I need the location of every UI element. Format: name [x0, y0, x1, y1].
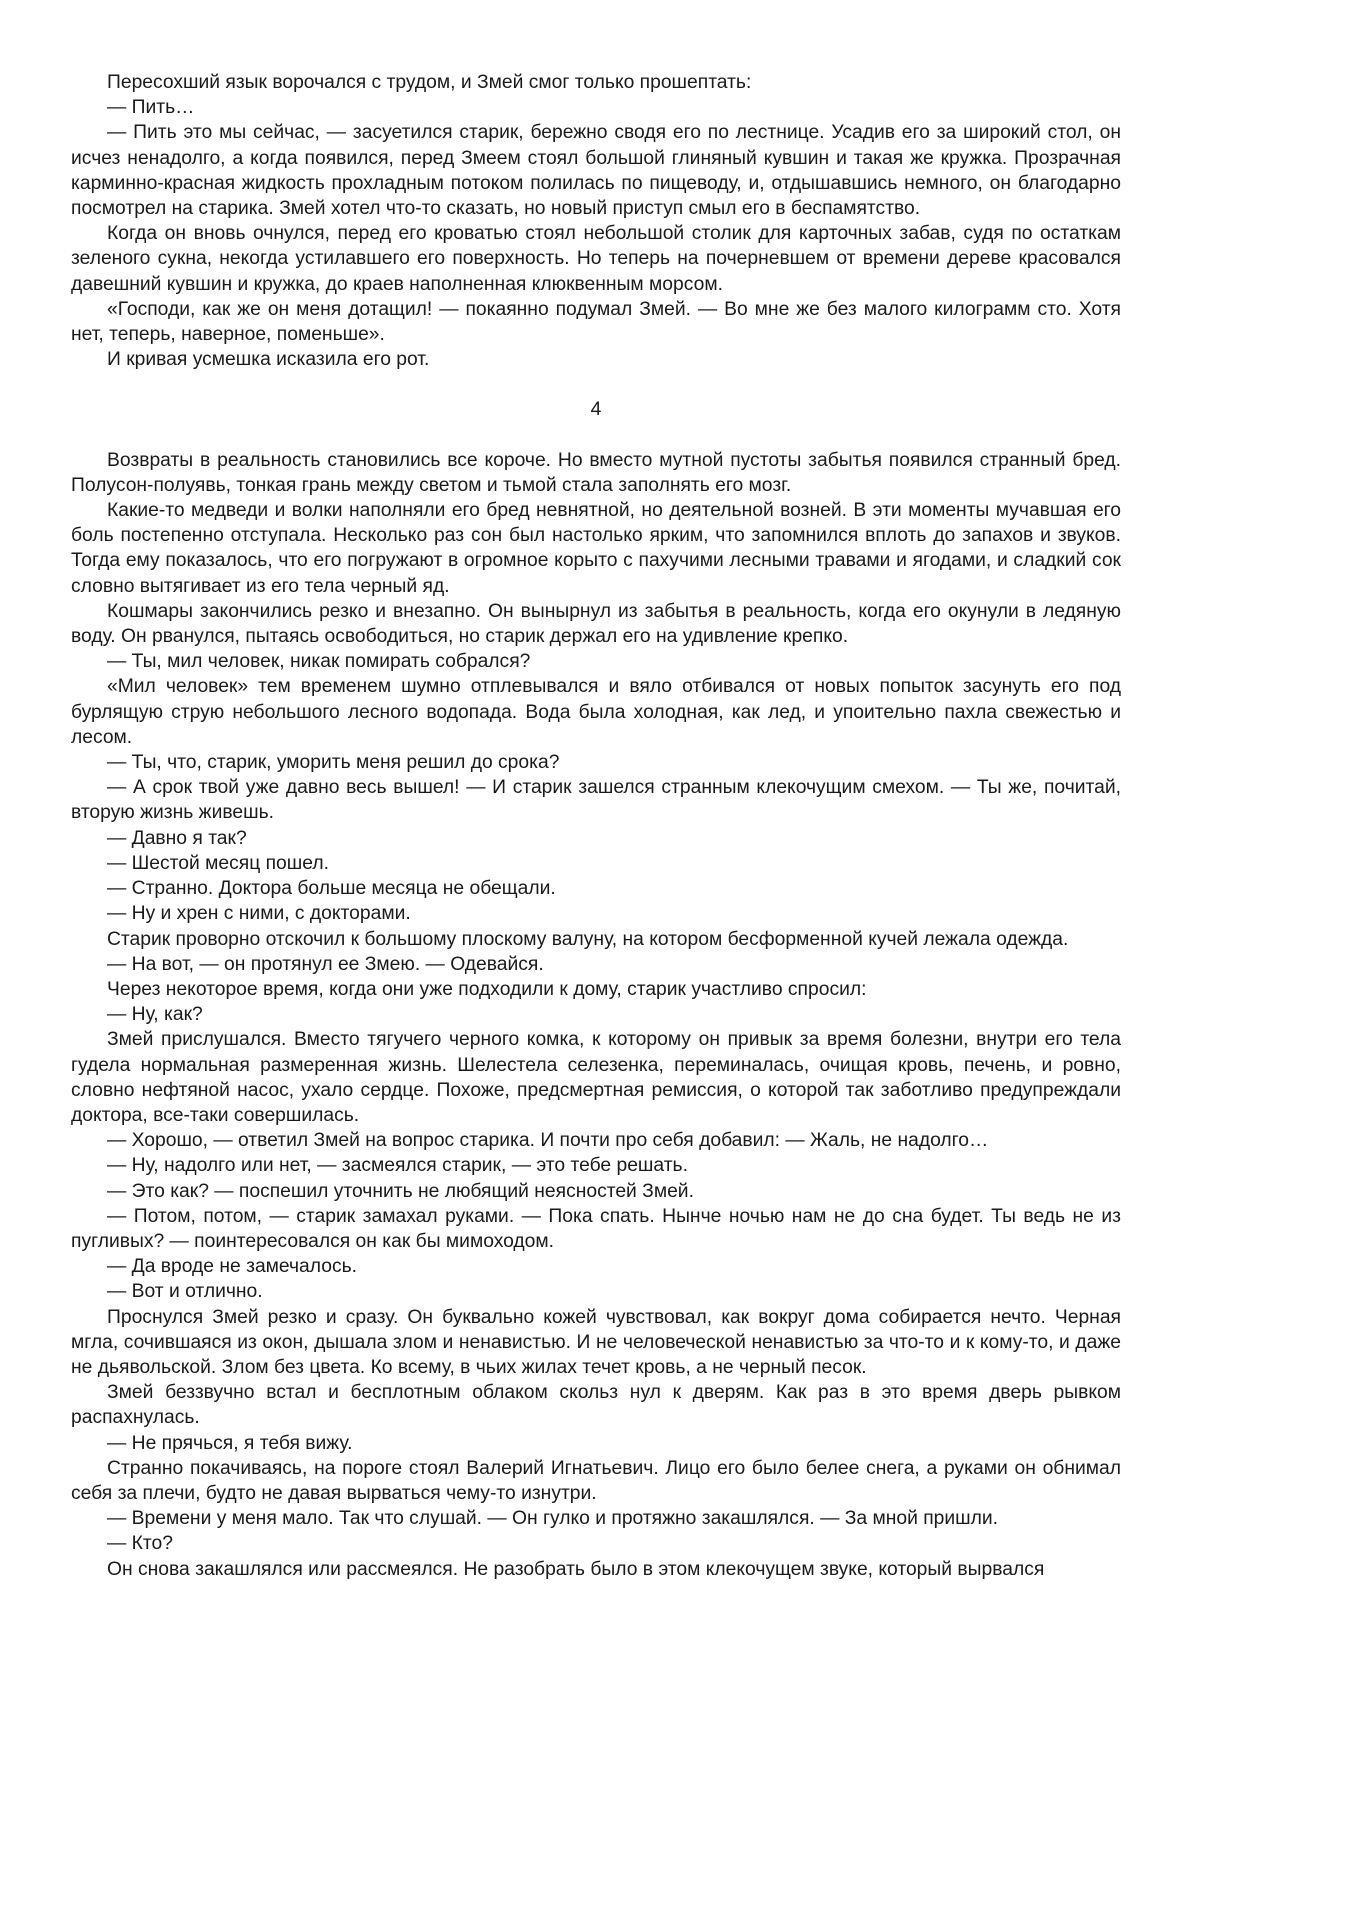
paragraph: Когда он вновь очнулся, перед его кроватью стоял небольшой столик для карточных забав, судя по остаткам зеленого сукна, некогда устилавшего его поверхность. Но теперь на почерневшем от времени дереве красовался давешний кувшин и кружка, до краев наполненная клюквенным морсом.: [71, 223, 1121, 295]
paragraph: — Хорошо, — ответил Змей на вопрос старика. И почти про себя добавил: — Жаль, не надолго…: [107, 1130, 989, 1152]
paragraph: — Пить…: [107, 97, 195, 119]
paragraph: — Странно. Доктора больше месяца не обещали.: [107, 878, 556, 900]
paragraph: — Шестой месяц пошел.: [107, 852, 329, 874]
paragraph: Через некоторое время, когда они уже подходили к дому, старик участливо спросил:: [107, 978, 867, 1000]
paragraph: — Давно я так?: [107, 827, 247, 849]
chapter-number: 4: [590, 399, 602, 421]
paragraph: Змей беззвучно встал и бесплотным облаком скольз нул к дверям. Как раз в это время дверь рывком распахнулась.: [71, 1382, 1121, 1429]
paragraph: — Кто?: [107, 1533, 173, 1555]
paragraph: — Это как? — поспешил уточнить не любящий неясностей Змей.: [107, 1180, 694, 1202]
paragraph: — Ну, как?: [107, 1004, 203, 1026]
paragraph: Змей прислушался. Вместо тягучего черного комка, к которому он привык за время болезни, внутри его тела гудела нормальная размеренная жизнь. Шелестела селезенка, переминалась, очищая кровь, печень, и ровно, словно нефтяной насос, ухало сердце. Похоже, предсмертная ремиссия, о которой так заботливо предупреждали доктора, все-таки совершилась.: [71, 1029, 1121, 1126]
paragraph: — Ну, надолго или нет, — засмеялся старик, — это тебе решать.: [107, 1155, 688, 1177]
paragraph: Проснулся Змей резко и сразу. Он буквально кожей чувствовал, как вокруг дома собирается нечто. Черная мгла, сочившаяся из окон, дышала злом и ненавистью. И не человеческой ненавистью за что-то и к кому-то, и даже не дьявольской. Злом без цвета. Ко всему, в чьих жилах течет кровь, а не черный песок.: [71, 1306, 1121, 1378]
paragraph: — Да вроде не замечалось.: [107, 1256, 358, 1278]
paragraph: — Ты, мил человек, никак помирать собрался?: [107, 651, 531, 673]
paragraph: Возвраты в реальность становились все короче. Но вместо мутной пустоты забытья появился странный бред. Полусон-полуявь, тонкая грань между светом и тьмой стала заполнять его мозг.: [71, 449, 1121, 496]
paragraph: И кривая усмешка исказила его рот.: [107, 349, 430, 371]
paragraph: «Мил человек» тем временем шумно отплевывался и вяло отбивался от новых попыток засунуть его под бурлящую струю небольшого лесного водопада. Вода была холодная, как лед, и упоительно пахла свежестью и лесом.: [71, 676, 1121, 748]
paragraph: — Времени у меня мало. Так что слушай. — Он гулко и протяжно закашлялся. — За мной пришли.: [107, 1508, 998, 1530]
paragraph: — На вот, — он протянул ее Змею. — Одевайся.: [107, 953, 544, 975]
paragraph: Старик проворно отскочил к большому плоскому валуну, на котором бесформенной кучей лежала одежда.: [107, 928, 1069, 950]
paragraph: Кошмары закончились резко и внезапно. Он вынырнул из забытья в реальность, когда его окунули в ледяную воду. Он рванулся, пытаясь освободиться, но старик держал его на удивление крепко.: [71, 600, 1121, 648]
paragraph: — А срок твой уже давно весь вышел! — И старик зашелся странным клекочущим смехом. — Ты же, почитай, вторую жизнь живешь.: [71, 777, 1121, 824]
paragraph: — Вот и отлично.: [107, 1281, 263, 1303]
paragraph: Какие-то медведи и волки наполняли его бред невнятной, но деятельной возней. В эти моменты мучавшая его боль постепенно отступала. Несколько раз сон был настолько ярким, что запомнился вплоть до запахов и звуков. Тогда ему показалось, что его погружают в огромное корыто с пахучими лесными травами и ягодами, и сладкий сок словно вытягивает из его тела черный яд.: [71, 500, 1121, 597]
paragraph: — Потом, потом, — старик замахал руками. — Пока спать. Нынче ночью нам не до сна будет. Ты ведь не из пугливых? — поинтересовался он как бы мимоходом.: [71, 1205, 1121, 1252]
paragraph: — Пить это мы сейчас, — засуетился старик, бережно сводя его по лестнице. Усадив его за широкий стол, он исчез ненадолго, а когда появился, перед Змеем стоял большой глиняный кувшин и такая же кружка. Прозрачная карминно-красная жидкость прохладным потоком полилась по пищеводу, и, отдышавшись немного, он благодарно посмотрел на старика. Змей хотел что-то сказать, но новый приступ смыл его в беспамятство.: [71, 122, 1121, 220]
document-page: [71, 70, 1121, 1582]
paragraph: «Господи, как же он меня дотащил! — покаянно подумал Змей. — Во мне же без малого килограмм сто. Хотя нет, теперь, наверное, поменьше».: [71, 298, 1121, 346]
paragraph: — Не прячься, я тебя вижу.: [107, 1432, 353, 1454]
paragraph: Пересохший язык ворочался с трудом, и Змей смог только прошептать:: [107, 72, 752, 93]
paragraph: Странно покачиваясь, на пороге стоял Валерий Игнатьевич. Лицо его было белее снега, а руками он обнимал себя за плечи, будто не давая вырваться чему-то изнутри.: [71, 1457, 1121, 1504]
paragraph: Он снова закашлялся или рассмеялся. Не разобрать было в этом клекочущем звуке, который вырвался: [107, 1558, 1045, 1580]
paragraph: — Ну и хрен с ними, с докторами.: [107, 903, 411, 925]
paragraph: — Ты, что, старик, уморить меня решил до срока?: [107, 752, 560, 774]
